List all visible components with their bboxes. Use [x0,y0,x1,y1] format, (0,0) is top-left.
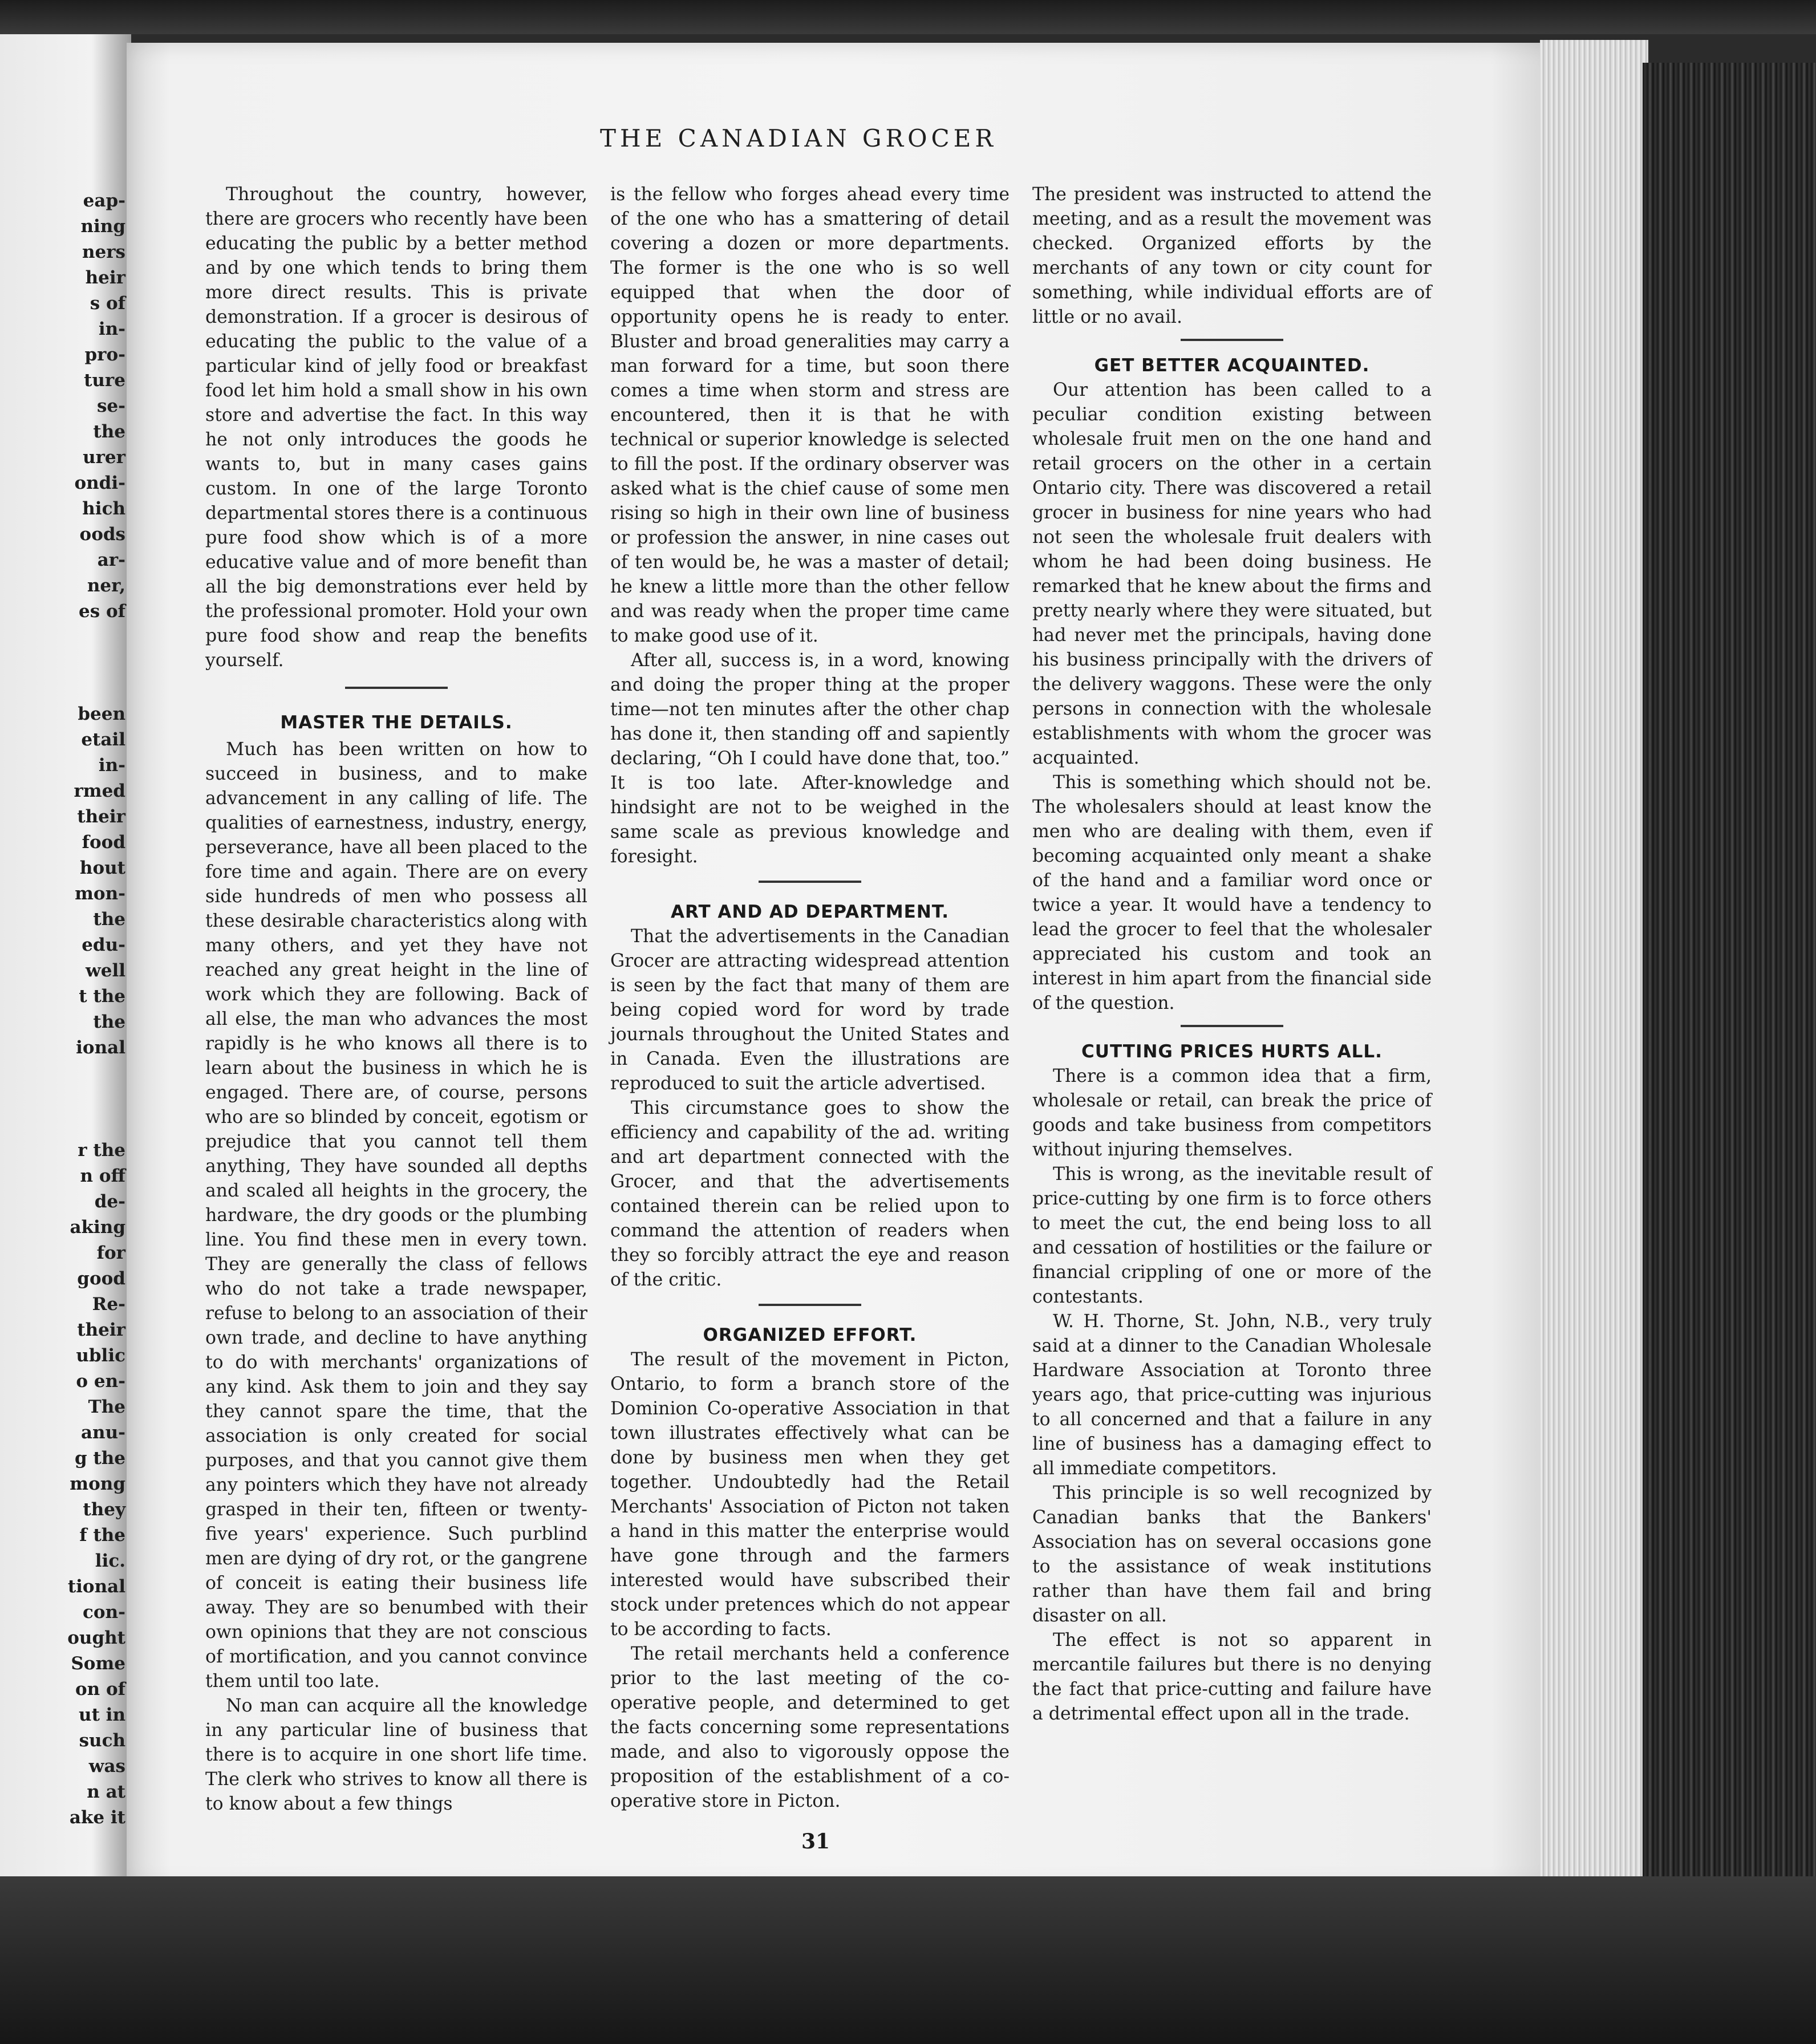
facing-page-fragment: ought [67,1628,125,1648]
facing-page-fragment: g the [74,1448,125,1469]
facing-page-fragment: ake it [69,1807,125,1828]
paragraph: This is something which should not be. The wholesalers should at least know the men who are dealing with them, even if becoming acquainted only meant a shake of the hand and a familiar word once or twice a year. It would have a tendency to lead the grocer to feel that the wholesaler appreciated his custom and took an interest in him apart from the financial side of the question. [1032,772,1432,1013]
facing-page-edge [0,34,131,1876]
facing-page-fragment: for [96,1243,125,1263]
facing-page-fragment: ner, [87,575,125,596]
heading-organized-effort: ORGANIZED EFFORT. [703,1325,917,1345]
paragraph: After all, success is, in a word, knowing and doing the proper thing at the proper time—not ten minutes after the other chap has done it, then standing off and sapiently declaring, “Oh I could have done that, too.” It is too late. After-knowledge and hindsight are not to be weighed in the same scale as previous knowledge and foresight. [610,650,1010,867]
facing-page-fragment: tional [67,1576,125,1597]
facing-page-fragment: anu- [80,1422,125,1443]
section-divider [759,881,861,883]
paragraph: This is wrong, as the inevitable result of price-cutting by one firm is to force others to meet the cut, the end being loss to all and cessation of hostilities or the failure or financial crippling of one or more of the contestants. [1032,1164,1432,1307]
facing-page-fragment: ning [80,216,125,237]
facing-page-fragment: good [77,1268,125,1289]
heading-master-details: MASTER THE DETAILS. [280,712,513,733]
paragraph: There is a common idea that a firm, wholesale or retail, can break the price of goods and take business from competitors without injuring themselves. [1032,1066,1432,1160]
section-divider [1181,1025,1283,1027]
facing-page-fragment: food [82,832,125,853]
facing-page-fragment: de- [94,1191,125,1212]
facing-page-fragment: es of [79,601,125,622]
facing-page-fragment: etail [81,729,125,750]
facing-page-fragment: ublic [76,1345,125,1366]
paragraph: The president was instructed to attend the meeting, and as a result the movement was checked. Organized efforts by the merchants of any town or city count for something, while individual efforts are of little or no avail. [1032,184,1432,327]
facing-page-fragment: o en- [76,1371,125,1392]
heading-cutting-prices: CUTTING PRICES HURTS ALL. [1081,1041,1383,1062]
facing-page-fragment: rmed [74,781,125,801]
paragraph: Much has been written on how to succeed in business, and to make advancement in any calling of life. The qualities of earnestness, industry, energy, perseverance, have all been placed to the fore time and again. There are on every side hundreds of men who possess all these desirable characteristics along with many others, and yet they have not reached any great height in the line of work which they are following. Back of all else, the man who advances the most rapidly is he who knows all there is to learn about the business in which he is engaged. There are, of course, persons who are so blinded by conceit, egotism or prejudice that you cannot tell them anything, They have sounded all depths and scaled all heights in the grocery, the hardware, the dry goods or the plumbing line. You find these men in every town. They are generally the class of fellows who do not take a trade newspaper, refuse to belong to an association of their own trade, and decline to have anything to do with merchants' organizations of any kind. Ask them to join and they say they cannot spare the time, that the association is only created for social purposes, and that you cannot give them any pointers which they have not already grasped in their ten, fifteen or twenty-five years' experience. Such purblind men are dying of dry rot, or the gangrene of conceit is eating their business life away. They are so benumbed with their own opinions that they are not conscious of mortification, and you cannot convince them until too late. [205,739,587,1692]
facing-page-fragment: mong [70,1474,125,1494]
facing-page-fragment: such [79,1730,125,1751]
facing-page-fragment: their [77,1320,125,1340]
facing-page-fragment: Some [71,1653,125,1674]
facing-page-fragment: The [88,1397,125,1417]
facing-page-fragment: in- [98,755,125,776]
facing-page-fragment: r the [78,1140,125,1161]
facing-page-fragment: aking [70,1217,125,1238]
paragraph: That the advertisements in the Canadian Grocer are attracting widespread attention is seen by the fact that many of them are being copied word for word by trade journals throughout the United States and in Canada. Even the illustrations are reproduced to suit the article advertised. [610,926,1010,1094]
facing-page-fragment: lic. [95,1551,125,1571]
facing-page-fragment: n at [87,1782,125,1802]
facing-page-fragment: ners [82,242,125,262]
scan-border-bottom [0,1876,1816,2044]
facing-page-fragment: in- [98,319,125,339]
fragment-gap [0,1061,125,1138]
facing-page-fragment: the [93,421,125,442]
paragraph: The effect is not so apparent in mercantile failures but there is no denying the fact that price-cutting and failure have a detrimental effect upon all in the trade. [1032,1630,1432,1724]
paragraph: This circumstance goes to show the efficiency and capability of the ad. writing and art department connected with the Grocer, and that the advertisements contained therein can be relied upon to command the attention of readers when they so forcibly attract the eye and reason of the critic. [610,1098,1010,1290]
facing-page-fragment: ut in [79,1705,125,1725]
facing-page-fragment: eap- [83,190,125,211]
paragraph: is the fellow who forges ahead every time of the one who has a smattering of detail covering a dozen or more departments. The former is the one who is so well equipped that when the door of opportunity opens he is ready to enter. Bluster and broad generalities may carry a man forward for a time, but soon there comes a time when storm and stress are encountered, then it is that he with technical or superior knowledge is selected to fill the post. If the ordinary observer was asked what is the chief cause of some men rising so high in their own line of business or profession the answer, in nine cases out of ten would be, he was a master of detail; he knew a little more than the other fellow and was ready when the proper time came to make good use of it. [610,184,1010,646]
facing-page-fragment: t the [79,986,125,1007]
facing-page-fragment: f the [79,1525,125,1546]
facing-page-fragment: edu- [82,935,125,955]
facing-page-fragment: mon- [75,883,125,904]
facing-page-fragment: been [78,704,125,724]
facing-page-fragment: urer [83,447,125,468]
facing-page-fragment: the [93,909,125,930]
facing-page-text-fragments [0,188,131,1831]
facing-page-fragment: ional [76,1037,125,1058]
section-divider [1181,339,1283,341]
facing-page-fragment: se- [96,396,125,416]
intro-paragraph: Throughout the country, however, there are grocers who recently have been educating the public by a better method and by one which tends to bring them more direct results. This is private demonstration. If a grocer is desirous of educating the public to the value of a particular kind of jelly food or breakfast food let him hold a small show in his own store and advertise the fact. In this way he not only introduces the goods he wants to, but in many cases gains custom. In one of the large Toronto departmental stores there is a continuous pure food show which is of a more educative value and of more benefit than all the big demonstrations ever held by the professional promoter. Hold your own pure food show and reap the benefits yourself. [205,184,587,671]
section-divider [345,687,448,689]
facing-page-fragment: s of [90,293,125,314]
facing-page-fragment: ture [84,370,125,391]
facing-page-fragment: oods [79,524,125,545]
facing-page-fragment: on of [75,1679,125,1700]
heading-art-ad-department: ART AND AD DEPARTMENT. [671,902,949,922]
scan-border-top [0,0,1816,34]
facing-page-fragment: the [93,1012,125,1032]
fragment-gap [0,624,125,701]
facing-page-fragment: ar- [97,550,125,570]
book-spine [1643,63,1816,1939]
facing-page-fragment: hich [82,498,125,519]
column-2 [610,182,1010,1814]
paragraph: The result of the movement in Picton, Ontario, to form a branch store of the Dominion Co-operative Association in that town illustrates effectively what can be done by business men when they get together. Undoubtedly had the Retail Merchants' Association of Picton not taken a hand in this matter the enterprise would have gone through and the farmers interested would have subscribed their stock under pretences which do not appear to be according to facts. [610,1349,1010,1640]
facing-page-fragment: their [77,806,125,827]
facing-page-fragment: heir [85,267,125,288]
page-number: 31 [801,1830,830,1854]
paragraph: The retail merchants held a conference prior to the last meeting of the co-operative people, and determined to get the facts concerning some representations made, and also to vigorously oppose the proposition of the establishment of a co-operative store in Picton. [610,1644,1010,1811]
facing-page-fragment: hout [79,858,125,878]
facing-page-fragment: n off [80,1166,125,1186]
facing-page-fragment: con- [83,1602,125,1623]
facing-page-fragment: well [86,960,125,981]
heading-get-better-acquainted: GET BETTER ACQUAINTED. [1094,355,1370,376]
paragraph: This principle is so well recognized by Canadian banks that the Bankers' Association has on several occasions gone to the assistance of weak institutions rather than have them fail and bring disaster on all. [1032,1483,1432,1626]
facing-page-fragment: Re- [92,1294,125,1315]
paragraph: No man can acquire all the knowledge in any particular line of business that there is to acquire in one short life time. The clerk who strives to know all there is to know about a few things [205,1696,587,1814]
running-head: THE CANADIAN GROCER [600,124,997,152]
paragraph: W. H. Thorne, St. John, N.B., very truly said at a dinner to the Canadian Wholesale Hardware Association at Toronto three years ago, that price-cutting was injurious to all concerned and that a failure in any line of business has a damaging effect to all immediate competitors. [1032,1311,1432,1479]
book-page-edges [1540,40,1648,1899]
section-divider [759,1304,861,1306]
facing-page-fragment: pro- [84,344,125,365]
paragraph: Our attention has been called to a peculiar condition existing between wholesale fruit men on the one hand and retail grocers on the other in a certain Ontario city. There was discovered a retail grocer in business for nine years who had not seen the wholesale fruit dealers with whom he had been doing business. He remarked that he knew about the firms and pretty nearly where they were situated, but had never met the principals, having done his business principally with the drivers of the delivery waggons. These were the only persons in connection with the wholesale establishments with whom the grocer was acquainted. [1032,380,1432,768]
facing-page-fragment: they [83,1499,125,1520]
column-1 [205,182,587,1816]
column-3 [1032,182,1432,1726]
facing-page-fragment: ondi- [74,473,125,493]
facing-page-fragment: was [88,1756,125,1777]
